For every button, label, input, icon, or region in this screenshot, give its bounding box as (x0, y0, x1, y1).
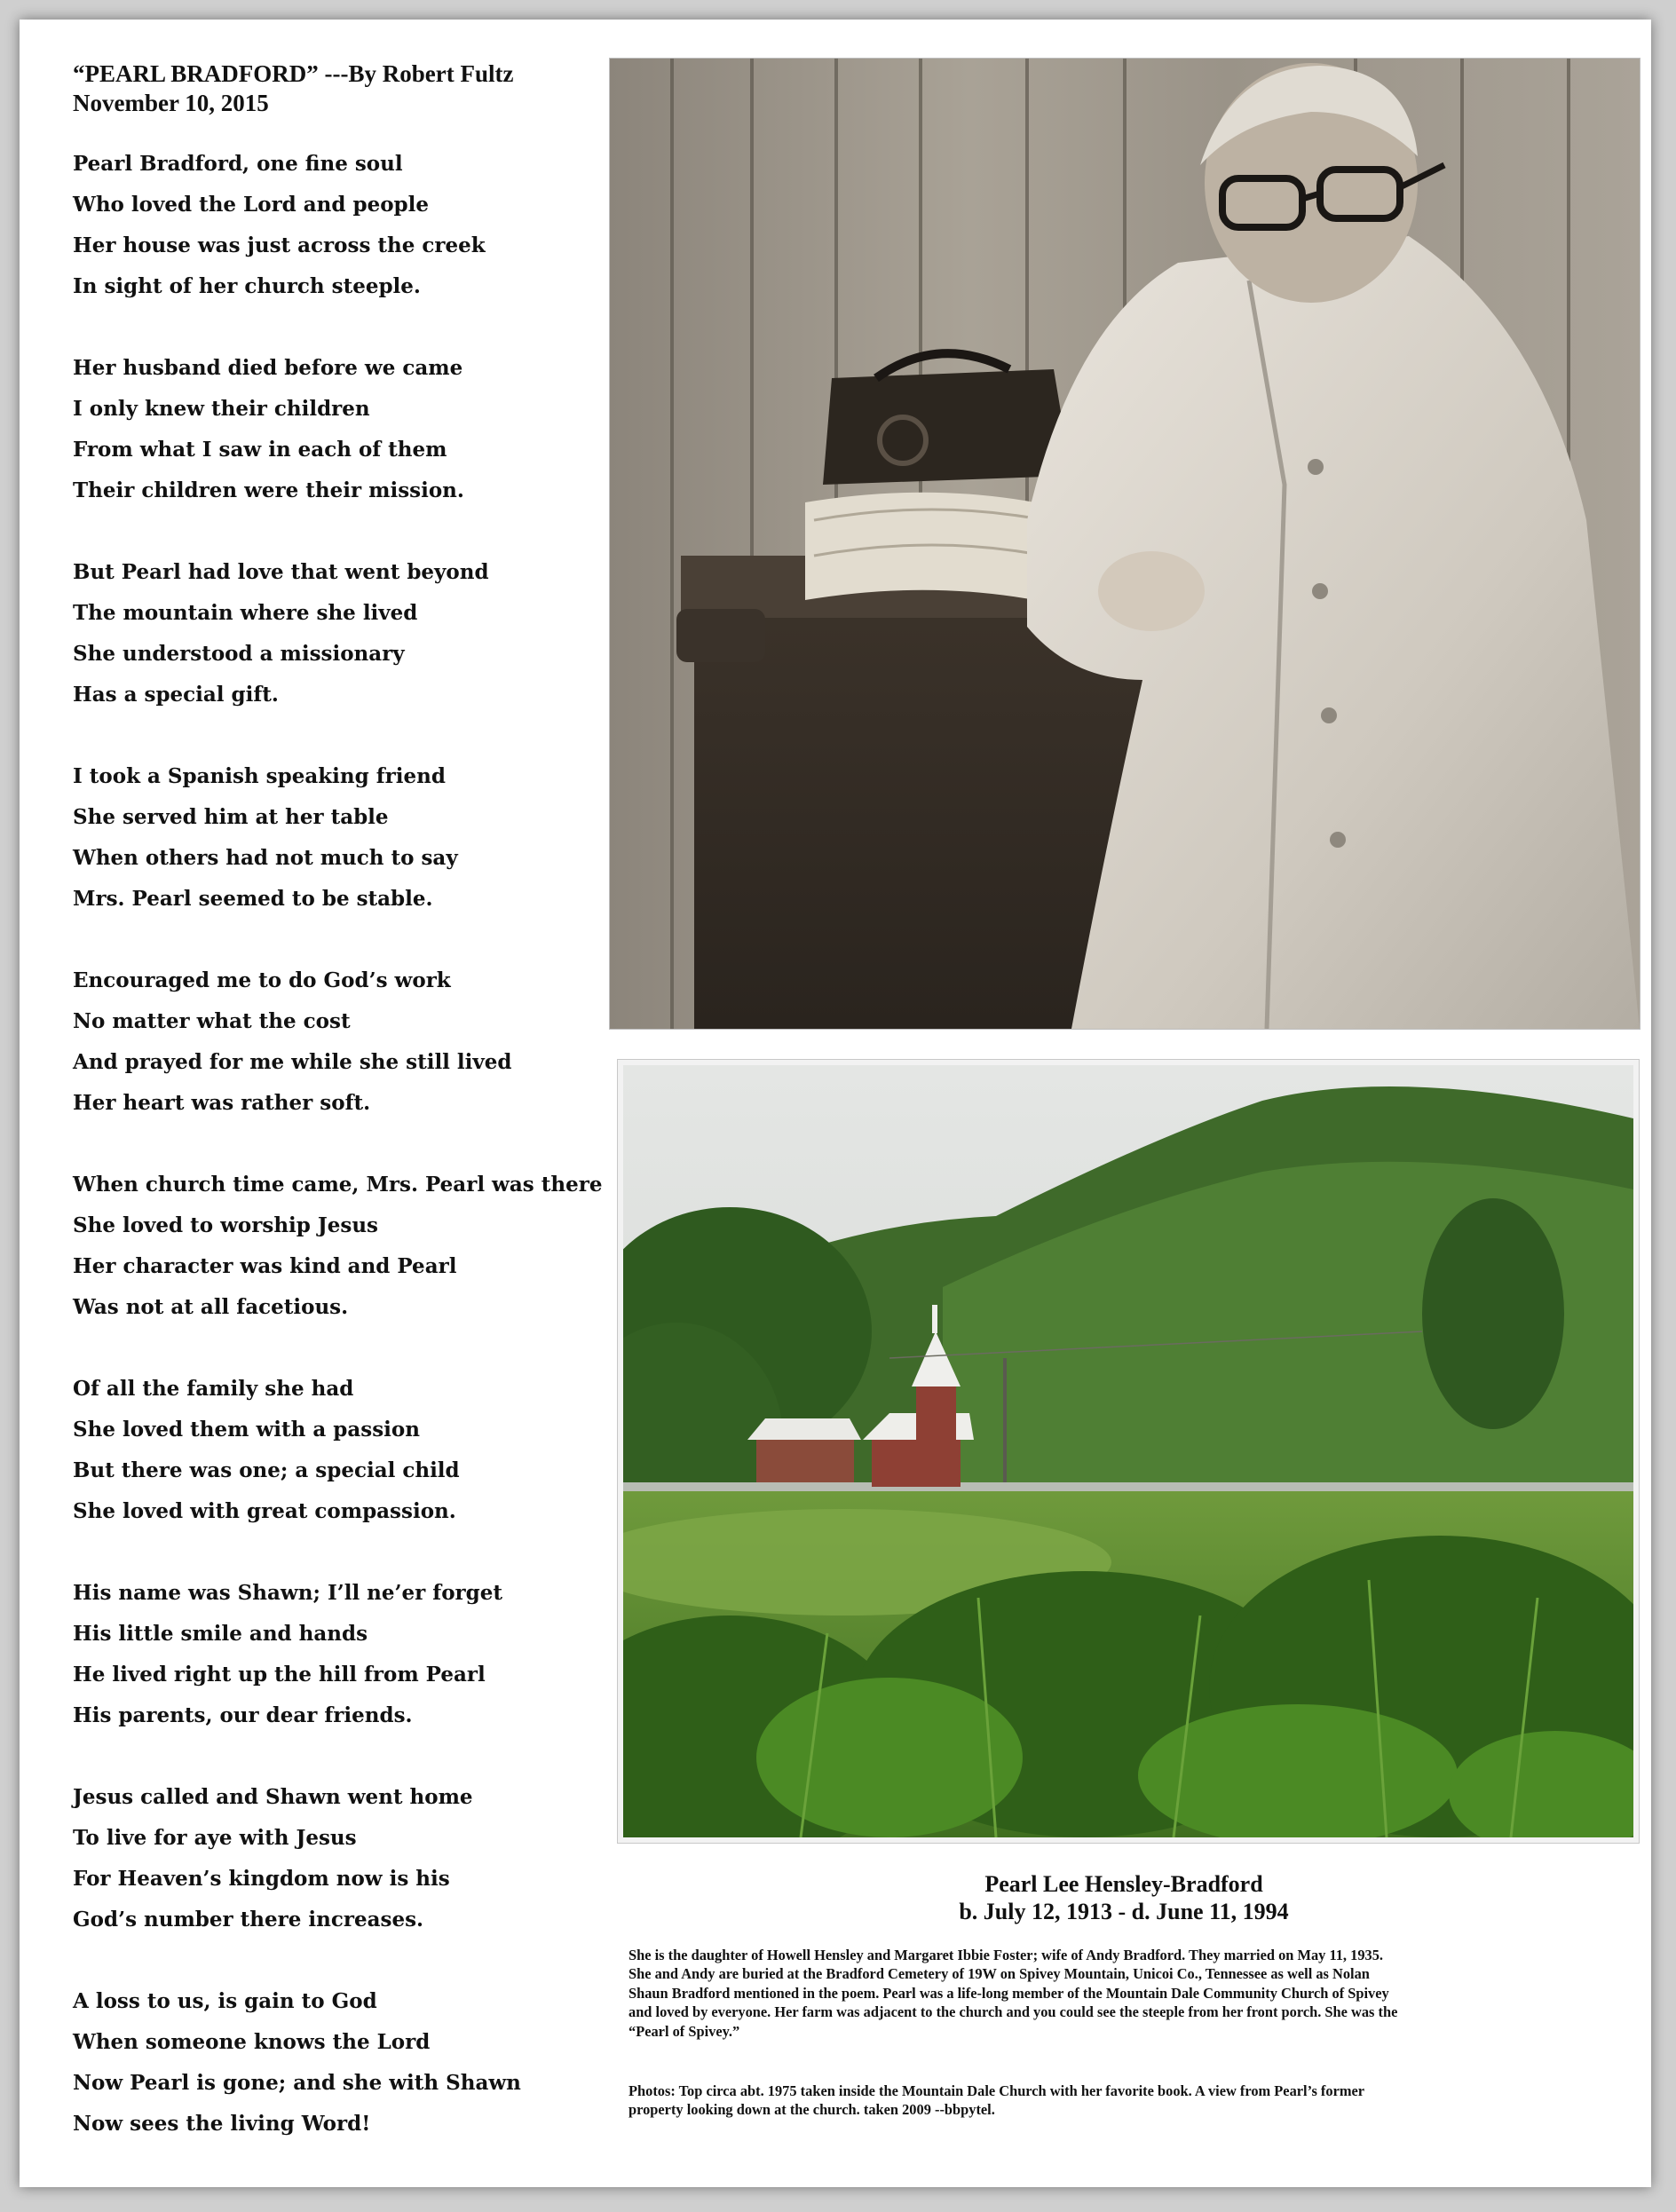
caption-photos-line: Photos: Top circa abt. 1975 taken inside the Mountain Dale Church with her favorite book. A view from Pearl’s former (628, 2082, 1365, 2099)
poem-line: God’s number there increases. (73, 1908, 424, 1932)
poem-line: When church time came, Mrs. Pearl was there (73, 1173, 603, 1197)
poem-title: “PEARL BRADFORD” ---By Robert Fultz (73, 60, 514, 87)
poem-line: Was not at all facetious. (73, 1295, 349, 1319)
poem-line: She understood a missionary (73, 642, 405, 666)
poem-line: Now Pearl is gone; and she with Shawn (73, 2071, 521, 2095)
poem-stanza (73, 1573, 623, 1736)
poem-line: Has a special gift. (73, 683, 279, 707)
caption-body-line: Shaun Bradford mentioned in the poem. Pearl was a life-long member of the Mountain Dale Community Church of Spivey (628, 1984, 1389, 2002)
caption-body-line: “Pearl of Spivey.” (628, 2022, 740, 2040)
poem-line: And prayed for me while she still lived (73, 1050, 512, 1074)
poem-line: Pearl Bradford, one fine soul (73, 152, 403, 176)
poem-header (73, 59, 513, 118)
poem-stanza (73, 552, 623, 715)
poem-line: Who loved the Lord and people (73, 193, 429, 217)
poem-line: Her character was kind and Pearl (73, 1254, 457, 1278)
poem-stanza (73, 144, 623, 307)
poem-line: Their children were their mission. (73, 478, 464, 502)
poem-line: I took a Spanish speaking friend (73, 764, 446, 788)
poem-line: Of all the family she had (73, 1377, 354, 1401)
poem-line: Her husband died before we came (73, 356, 463, 380)
poem-stanza (73, 756, 623, 920)
caption-photos-line: property looking down at the church. taken 2009 --bbpytel. (628, 2101, 995, 2119)
poem-line: His name was Shawn; I’ll ne’er forget (73, 1581, 502, 1605)
poem-line: When someone knows the Lord (73, 2030, 431, 2054)
poem-stanza (73, 1777, 623, 1940)
poem-line: His parents, our dear friends. (73, 1703, 413, 1727)
caption-dates: b. July 12, 1913 - d. June 11, 1994 (959, 1899, 1289, 1924)
poem-line: Mrs. Pearl seemed to be stable. (73, 887, 433, 911)
poem-line: Now sees the living Word! (73, 2112, 371, 2136)
poem-line: She loved them with a passion (73, 1418, 420, 1442)
poem-line: For Heaven’s kingdom now is his (73, 1867, 450, 1891)
poem-line: In sight of her church steeple. (73, 274, 421, 298)
caption-name: Pearl Lee Hensley-Bradford (984, 1871, 1263, 1897)
poem-line: She loved with great compassion. (73, 1499, 456, 1523)
poem-line: Her heart was rather soft. (73, 1091, 371, 1115)
poem (73, 144, 623, 2185)
poem-line: Her house was just across the creek (73, 233, 486, 257)
poem-line: Jesus called and Shawn went home (73, 1785, 473, 1809)
poem-stanza (73, 1981, 623, 2145)
poem-line: To live for aye with Jesus (73, 1826, 357, 1850)
poem-line: Encouraged me to do God’s work (73, 968, 451, 992)
poem-line: She loved to worship Jesus (73, 1213, 379, 1237)
poem-date: November 10, 2015 (73, 90, 269, 116)
poem-stanza (73, 960, 623, 1124)
poem-line: His little smile and hands (73, 1622, 368, 1646)
caption-photos-note (628, 2082, 1633, 2120)
poem-line: A loss to us, is gain to God (73, 1989, 377, 2013)
poem-line: From what I saw in each of them (73, 438, 447, 462)
caption-body-line: and loved by everyone. Her farm was adjacent to the church and you could see the steeple from her front porch. She was the (628, 2003, 1398, 2021)
poem-line: But Pearl had love that went beyond (73, 560, 489, 584)
caption-body-line: She is the daughter of Howell Hensley and Margaret Ibbie Foster; wife of Andy Bradford. They married on May 11, 1935. (628, 1947, 1384, 1963)
poem-line: He lived right up the hill from Pearl (73, 1663, 486, 1687)
poem-line: When others had not much to say (73, 846, 458, 870)
church-landscape-photo (618, 1060, 1639, 1843)
caption-body-line: She and Andy are buried at the Bradford Cemetery of 19W on Spivey Mountain, Unicoi Co., Tennessee as well as Nolan (628, 1965, 1370, 1983)
poem-stanza (73, 1369, 623, 1532)
poem-line: I only knew their children (73, 397, 370, 421)
poem-line: She served him at her table (73, 805, 389, 829)
poem-stanza (73, 1165, 623, 1328)
poem-line: But there was one; a special child (73, 1458, 460, 1482)
poem-stanza (73, 348, 623, 511)
poem-line: The mountain where she lived (73, 601, 418, 625)
page (20, 20, 1651, 2187)
caption-body (628, 1946, 1633, 2041)
portrait-photo (609, 58, 1640, 1030)
poem-line: No matter what the cost (73, 1009, 351, 1033)
